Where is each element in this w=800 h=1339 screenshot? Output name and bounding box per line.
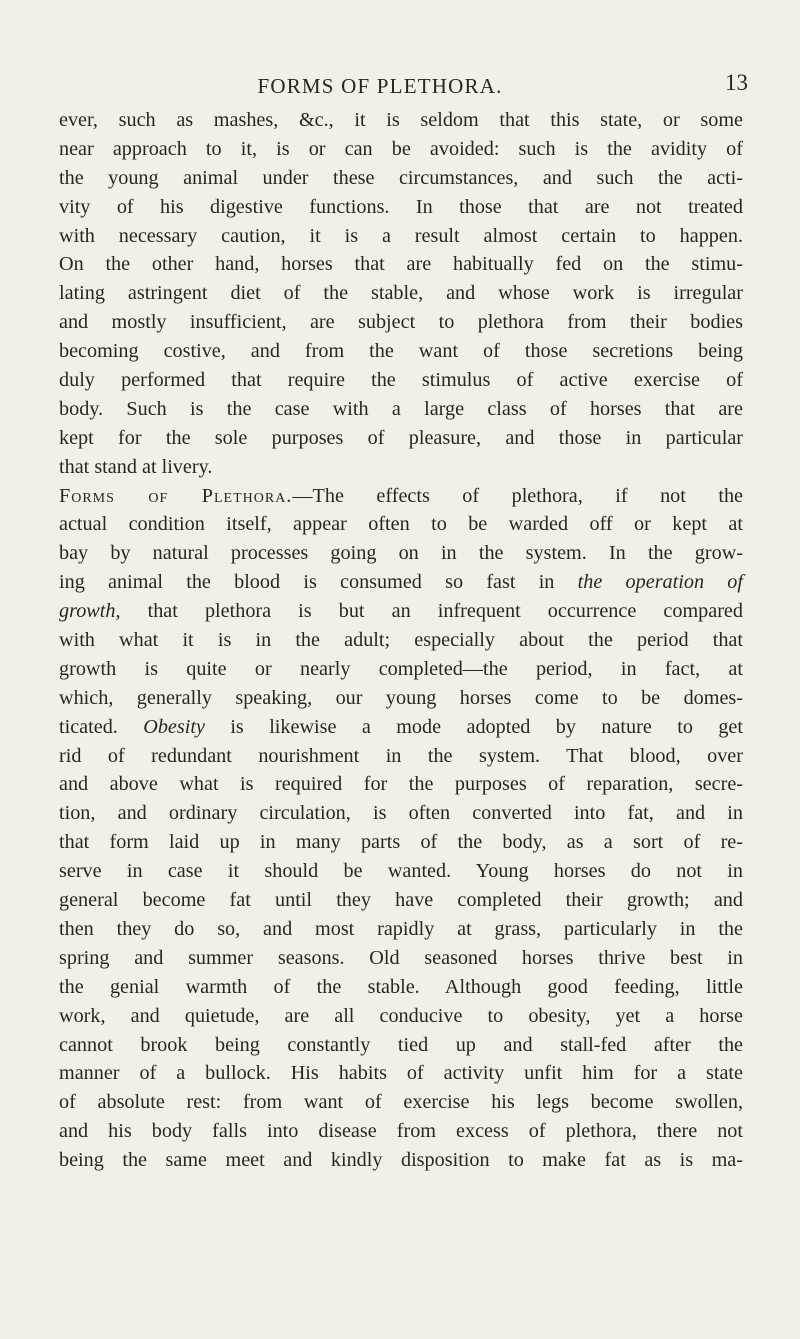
text-line: with necessary caution, it is a result almost certain to happen. (59, 224, 743, 247)
text-line: spring and summer seasons. Old seasoned horses thrive best in (59, 946, 743, 969)
italic-phrase: Obesity (143, 715, 205, 738)
text-line: serve in case it should be wanted. Young horses do not in (59, 860, 743, 883)
text-line: that form laid up in many parts of the body, as a sort of re- (59, 831, 743, 854)
text-line: near approach to it, is or can be avoided: such is the avidity of (59, 137, 743, 160)
text-line: becoming costive, and from the want of those secretions being (59, 340, 743, 363)
text-line: the young animal under these circumstances, and such the acti- (59, 166, 743, 189)
text-line: work, and quietude, are all conducive to obesity, yet a horse (59, 1004, 743, 1027)
page-number: 13 (725, 70, 748, 95)
line-segment: is likewise a mode adopted by nature to get (204, 715, 743, 738)
text-line: tion, and ordinary circulation, is often converted into fat, and in (59, 802, 743, 825)
text-line: body. Such is the case with a large class of horses that are (59, 397, 743, 420)
text-line: rid of redundant nourishment in the system. That blood, over (59, 744, 743, 767)
text-line: vity of his digestive functions. In those that are not treated (59, 195, 743, 218)
running-head (60, 70, 748, 104)
text-line (59, 713, 743, 742)
text-line: manner of a bullock. His habits of activity unfit him for a state (59, 1062, 743, 1085)
text-line: duly performed that require the stimulus of active exercise of (59, 369, 743, 392)
running-title: FORMS OF PLETHORA. (257, 74, 503, 98)
text-line: kept for the sole purposes of pleasure, and those in particular (59, 426, 743, 449)
text-line: On the other hand, horses that are habitually fed on the stimu- (59, 253, 743, 276)
text-line: with what it is in the adult; especially about the period that (59, 629, 743, 652)
text-line: and his body falls into disease from excess of plethora, there not (59, 1120, 743, 1143)
line-segment: ticated. (59, 715, 144, 738)
text-line: general become fat until they have completed their growth; and (59, 889, 743, 912)
text-line: of absolute rest: from want of exercise his legs become swollen, (59, 1091, 743, 1114)
section-line-text: —The effects of plethora, if not the (292, 484, 744, 507)
text-line: then they do so, and most rapidly at grass, particularly in the (59, 917, 743, 940)
text-line: that stand at livery. (59, 455, 213, 478)
text-line: growth is quite or nearly completed—the period, in fact, at (59, 657, 743, 680)
section-heading: Forms of Plethora. (59, 484, 293, 507)
text-line: actual condition itself, appear often to be warded off or kept at (59, 513, 743, 536)
text-line: being the same meet and kindly disposition to make fat as is ma- (59, 1149, 743, 1172)
text-line: lating astringent diet of the stable, and whose work is irregular (59, 282, 743, 305)
text-line (59, 568, 743, 597)
text-line (59, 597, 743, 626)
text-line: the genial warmth of the stable. Although good feeding, little (59, 975, 743, 998)
body-text (59, 106, 743, 1175)
text-line: and mostly insufficient, are subject to plethora from their bodies (59, 311, 743, 334)
text-line: bay by natural processes going on in the system. In the grow- (59, 542, 743, 565)
text-line: which, generally speaking, our young horses come to be domes- (59, 686, 743, 709)
italic-phrase: the operation of (577, 571, 744, 594)
text-line: cannot brook being constantly tied up and stall-fed after the (59, 1033, 743, 1056)
section-first-line (59, 482, 743, 511)
text-line: ever, such as mashes, &c., it is seldom that this state, or some (59, 109, 743, 131)
italic-phrase: growth, (59, 600, 121, 623)
line-segment: ing animal the blood is consumed so fast in (59, 571, 578, 594)
text-line: and above what is required for the purposes of reparation, secre- (59, 773, 743, 796)
line-segment: that plethora is but an infrequent occurrence compared (120, 600, 743, 623)
